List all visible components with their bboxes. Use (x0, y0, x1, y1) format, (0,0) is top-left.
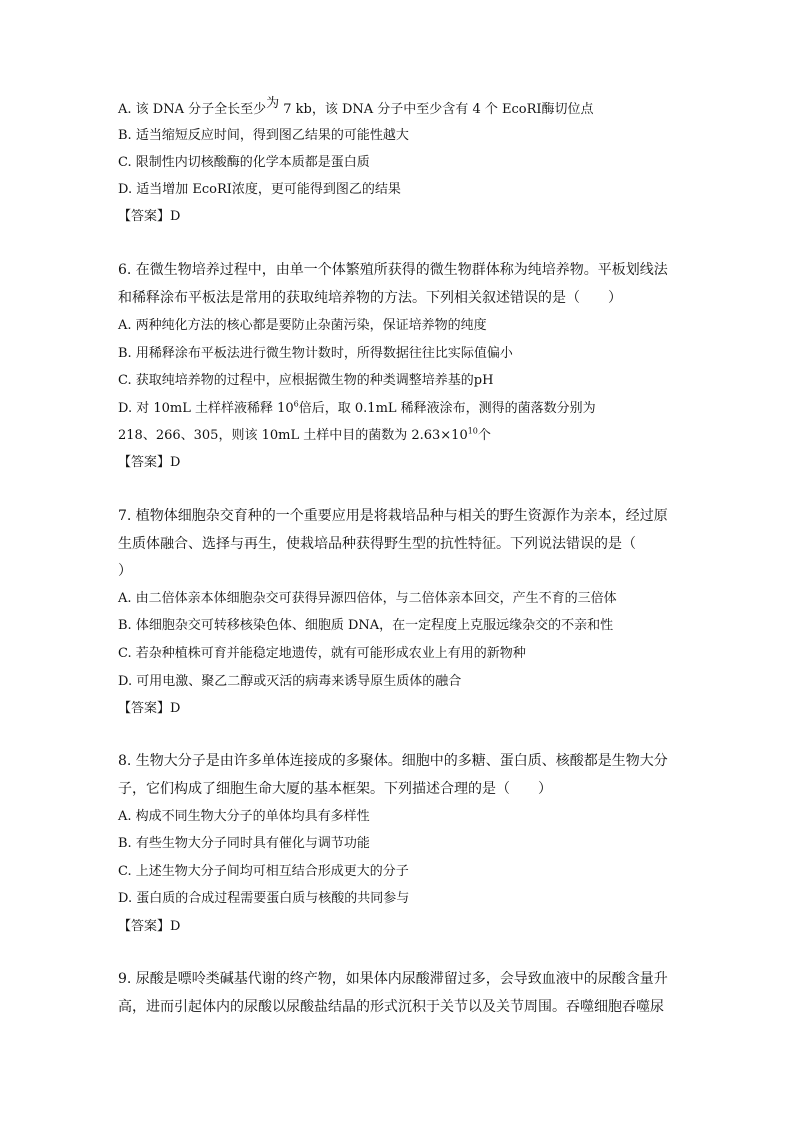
q9-stem-line-2: 高，进而引起体内的尿酸以尿酸盐结晶的形式沉积于关节以及关节周围。吞噬细胞吞噬尿 (118, 999, 664, 1015)
q8-option-c: C. 上述生物大分子间均可相互结合形成更大的分子 (118, 864, 409, 879)
q6-option-d-line-2 (118, 427, 491, 445)
q6-stem-line-2: 和稀释涂布平板法是常用的获取纯培养物的方法。下列相关叙述错误的是（ ） (118, 290, 622, 306)
q5-option-a-raised: 为 (266, 96, 280, 111)
q6-stem-line-1: 6. 在微生物培养过程中，由单一个体繁殖所获得的微生物群体称为纯培养物。平板划线法 (118, 262, 668, 278)
q5-answer: 【答案】D (118, 209, 181, 224)
q6-option-d-line-1 (118, 400, 596, 418)
q8-answer: 【答案】D (118, 919, 181, 934)
q6-option-d2-post: 个 (477, 428, 491, 443)
q6-option-d-exponent: 6 (293, 399, 299, 409)
q6-option-b: B. 用稀释涂布平板法进行微生物计数时，所得数据往往比实际值偏小 (118, 346, 513, 361)
q5-option-b: B. 适当缩短反应时间，得到图乙结果的可能性越大 (118, 128, 409, 143)
q6-option-d2-exponent: 10 (467, 426, 478, 436)
q7-option-a: A. 由二倍体亲本体细胞杂交可获得异源四倍体，与二倍体亲本回交，产生不育的三倍体 (118, 591, 617, 606)
q7-answer: 【答案】D (118, 701, 181, 716)
q7-stem-line-3: ） (118, 563, 132, 579)
q8-option-a: A. 构成不同生物大分子的单体均具有多样性 (118, 809, 370, 824)
q7-option-c: C. 若杂种植株可育并能稳定地遗传，就有可能形成农业上有用的新物种 (118, 646, 526, 661)
q6-option-d2-pre: 218、266、305，则该 10mL 土样中目的菌数为 2.63×10 (118, 428, 468, 443)
q7-option-d: D. 可用电激、聚乙二醇或灭活的病毒来诱导原生质体的融合 (118, 674, 462, 689)
q7-stem-line-1: 7. 植物体细胞杂交育种的一个重要应用是将栽培品种与相关的野生资源作为亲本，经过原 (118, 508, 668, 524)
q6-option-a: A. 两种纯化方法的核心都是要防止杂菌污染，保证培养物的纯度 (118, 318, 487, 333)
q8-stem-line-1: 8. 生物大分子是由许多单体连接成的多聚体。细胞中的多糖、蛋白质、核酸都是生物大分 (118, 753, 668, 769)
q5-option-d: D. 适当增加 EcoRⅠ浓度，更可能得到图乙的结果 (118, 182, 401, 197)
q5-option-a-pre: A. 该 DNA 分子全长至少 (118, 102, 267, 117)
q8-stem-line-2: 子，它们构成了细胞生命大厦的基本框架。下列描述合理的是（ ） (118, 781, 552, 797)
q5-option-a (118, 96, 594, 119)
q8-option-b: B. 有些生物大分子同时具有催化与调节功能 (118, 836, 370, 851)
q6-answer: 【答案】D (118, 455, 181, 470)
q7-stem-line-2: 生质体融合、选择与再生，使栽培品种获得野生型的抗性特征。下列说法错误的是（ (118, 536, 636, 552)
q5-option-c: C. 限制性内切核酸酶的化学本质都是蛋白质 (118, 155, 370, 170)
q7-option-b: B. 体细胞杂交可转移核染色体、细胞质 DNA，在一定程度上克服远缘杂交的不亲和性 (118, 618, 614, 633)
q6-option-c: C. 获取纯培养物的过程中，应根据微生物的种类调整培养基的pH (118, 373, 494, 388)
q6-option-d-post: 倍后，取 0.1mL 稀释液涂布，测得的菌落数分别为 (298, 401, 596, 416)
q6-option-d-pre: D. 对 10mL 土样样液稀释 10 (118, 401, 294, 416)
q9-stem-line-1: 9. 尿酸是嘌呤类碱基代谢的终产物，如果体内尿酸滞留过多，会导致血液中的尿酸含量升 (118, 971, 668, 987)
q8-option-d: D. 蛋白质的合成过程需要蛋白质与核酸的共同参与 (118, 891, 410, 906)
q5-option-a-post: 7 kb，该 DNA 分子中至少含有 4 个 EcoRⅠ酶切位点 (279, 102, 594, 117)
